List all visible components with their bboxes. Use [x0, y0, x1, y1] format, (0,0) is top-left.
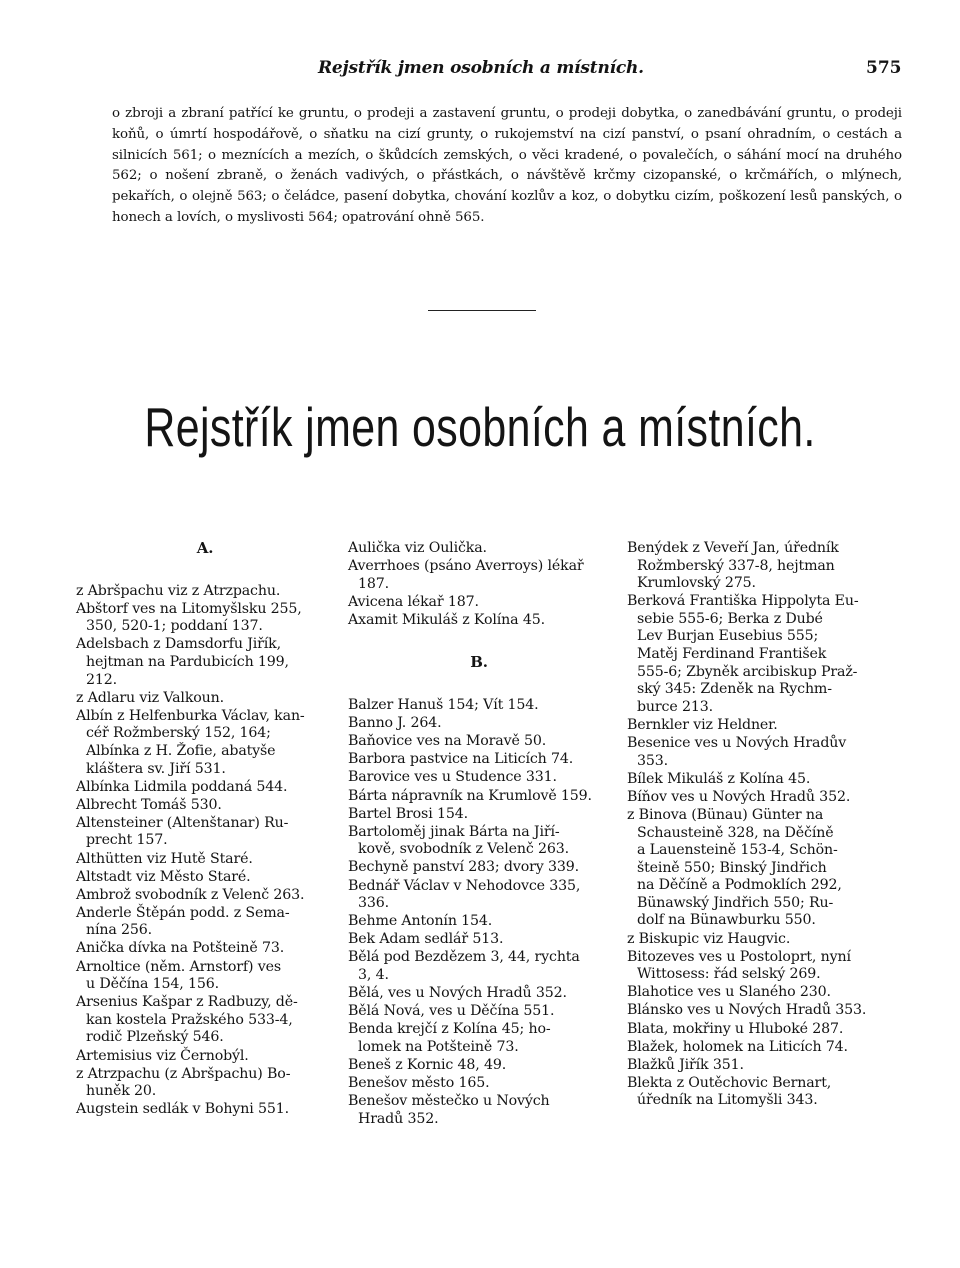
index-entry-line: Albínka z H. Žofie, abatyše — [86, 742, 276, 759]
index-entry-line: a Lauensteině 153-4, Schön- — [637, 842, 838, 859]
index-entry-line: Benešov město 165. — [348, 1075, 490, 1092]
index-entry — [348, 913, 610, 931]
index-entry — [627, 593, 899, 716]
index-entry — [348, 1003, 610, 1021]
index-entry-line: sebie 555-6; Berka z Dubé — [637, 610, 823, 627]
index-entry-line: Arsenius Kašpar z Radbuzy, dě- — [76, 994, 298, 1011]
index-entry — [627, 1039, 899, 1057]
index-entry-line: Bíňov ves u Nových Hradů 352. — [627, 788, 851, 805]
index-entry-line: Averrhoes (psáno Averroys) lékař — [348, 558, 584, 575]
index-entry-line: precht 157. — [86, 832, 168, 849]
index-entry-line: Artemisius viz Černobýl. — [76, 1047, 249, 1064]
index-entry-line: céř Rožmberský 152, 164; — [86, 725, 271, 742]
index-entry-line: huněk 20. — [86, 1083, 157, 1100]
index-entry-line: Blánsko ves u Nových Hradů 353. — [627, 1002, 867, 1019]
index-entry — [348, 612, 610, 630]
index-entry-line: z Binova (Bünau) Günter na — [627, 806, 824, 823]
index-heading: Rejstřík jmen osobních a místních. — [144, 396, 816, 458]
index-entry-line: Rožmberský 337-8, hejtman — [637, 557, 835, 574]
index-entry — [348, 1093, 610, 1128]
index-entry — [627, 984, 899, 1002]
index-entry-line: Abštorf ves na Litomyšlsku 255, — [76, 600, 302, 617]
index-entry-line: Blažek, holomek na Liticích 74. — [627, 1038, 848, 1055]
index-entry-line: Behme Antonín 154. — [348, 913, 493, 930]
index-entry-line: Bělá pod Bezdězem 3, 44, rychta — [348, 949, 580, 966]
index-entry-line: rodič Plzeňský 546. — [86, 1029, 224, 1046]
index-entry-line: kláštera sv. Jiří 531. — [86, 760, 226, 777]
index-entry-line: Schausteině 328, na Děčíně — [637, 824, 834, 841]
index-entry-line: ský 345: Zdeněk na Rychm- — [637, 681, 832, 698]
index-entry — [348, 733, 610, 751]
page-header — [0, 58, 960, 82]
index-entry-line: kově, svobodník z Velenč 263. — [358, 841, 569, 858]
index-entry-line: Barbora pastvice na Liticích 74. — [348, 751, 574, 768]
index-entry — [627, 771, 899, 789]
index-entry — [348, 878, 610, 913]
index-entry-line: Bünawský Jindřich 550; Ru- — [637, 894, 834, 911]
index-entry — [76, 815, 334, 850]
index-entry — [76, 1048, 334, 1066]
index-entry-line: Altensteiner (Altenštanar) Ru- — [76, 814, 289, 831]
index-entry-line: Albrecht Tomáš 530. — [76, 796, 222, 813]
index-entry — [76, 708, 334, 778]
index-entry-line: Bednář Václav v Nehodovce 335, — [348, 877, 581, 894]
index-entry — [627, 949, 899, 984]
index-entry-line: Blekta z Outěchovic Bernart, — [627, 1074, 832, 1091]
index-entry — [348, 715, 610, 733]
page-number: 575 — [866, 58, 902, 78]
index-entry — [348, 558, 610, 593]
index-entry — [627, 540, 899, 593]
index-entry — [76, 887, 334, 905]
index-entry-line: Bárta nápravník na Krumlově 159. — [348, 787, 592, 804]
index-entry — [348, 949, 610, 984]
index-entry-line: 187. — [358, 575, 389, 592]
index-entry-line: Krumlovský 275. — [637, 575, 756, 592]
index-entry — [348, 788, 610, 806]
index-entry — [76, 851, 334, 869]
index-entry-line: Benda krejčí z Kolína 45; ho- — [348, 1021, 551, 1038]
index-entry-line: lomek na Potšteině 73. — [358, 1038, 519, 1055]
index-entry-line: Benýdek z Veveří Jan, úředník — [627, 540, 839, 556]
index-entry — [627, 931, 899, 949]
index-entry-line: Augstein sedlák v Bohyni 551. — [76, 1101, 289, 1118]
index-entry-line: Axamit Mikuláš z Kolína 45. — [348, 611, 545, 628]
letter-heading: B. — [470, 653, 488, 672]
index-entry-line: Balzer Hanuš 154; Vít 154. — [348, 697, 539, 714]
index-entry — [76, 797, 334, 815]
index-entry — [76, 779, 334, 797]
index-entry — [627, 789, 899, 807]
intro-paragraph: o zbroji a zbraní patřící ke gruntu, o prodeji a zastavení gruntu, o prodeji dobytka, o zanedbávání gruntu, o prodeji koňů, o úmrtí hospodářově, o sňatku na cizí grunty, o rukojemství na cizí panství, o psaní ohradním, o cestách a silnicích 561; o meznících a mezích, o škůdcích zemských, o věci kradené, o povalečích, o sáhání mocí na druhého 562; o nošení zbraně, o ženách vadivých, o přástkách, o návštěvě krčmy cizopanské, o krčmářích, o mlýnech, pekařích, o olejně 563; o čeládce, pasení dobytka, chování kozlův a koz, o dobytku cizím, poškození lesů panských, o honech a lovích, o myslivosti 564; opatrování ohně 565. — [112, 106, 902, 225]
section-divider — [428, 310, 536, 311]
index-entry-line: Albínka Lidmila poddaná 544. — [76, 778, 288, 795]
index-entry — [76, 940, 334, 958]
index-entry-line: Anička dívka na Potšteině 73. — [76, 940, 285, 957]
index-entry — [348, 859, 610, 877]
index-entry — [348, 1021, 610, 1056]
index-entry-line: Ambrož svobodník z Velenč 263. — [76, 886, 305, 903]
index-entry — [348, 806, 610, 824]
index-entry-line: z Adlaru viz Valkoun. — [76, 689, 224, 706]
index-entry — [76, 905, 334, 940]
index-entry-line: Beneš z Kornic 48, 49. — [348, 1056, 507, 1073]
index-entry — [348, 540, 610, 558]
index-entry-line: 336. — [358, 895, 389, 912]
index-entry-line: 3, 4. — [358, 966, 389, 983]
index-entry — [627, 735, 899, 770]
index-entry — [627, 717, 899, 735]
index-entry-line: Matěj Ferdinand František — [637, 646, 827, 663]
index-entry-line: z Abršpachu viz z Atrzpachu. — [76, 582, 281, 599]
index-entry-line: šteině 550; Binský Jindřich — [637, 859, 827, 876]
index-column-2 — [348, 540, 610, 1129]
index-column-3 — [627, 540, 899, 1111]
index-entry — [348, 1075, 610, 1093]
index-entry-line: hejtman na Pardubicích 199, — [86, 653, 289, 670]
index-entry-line: Bartoloměj jinak Bárta na Jiří- — [348, 823, 560, 840]
index-entry-line: Adelsbach z Damsdorfu Jiřík, — [76, 636, 281, 653]
index-entry-line: Lev Burjan Eusebius 555; — [637, 628, 819, 645]
index-column-1 — [76, 540, 334, 1119]
index-entry-line: u Děčína 154, 156. — [86, 976, 219, 993]
index-entry-line: Bechyně panství 283; dvory 339. — [348, 859, 579, 876]
index-entry-line: z Atrzpachu (z Abršpachu) Bo- — [76, 1065, 291, 1082]
index-entry-line: z Biskupic viz Haugvic. — [627, 930, 791, 947]
index-entry — [348, 985, 610, 1003]
index-entry-line: Althütten viz Hutě Staré. — [76, 850, 253, 867]
index-entry — [76, 601, 334, 636]
index-entry — [627, 807, 899, 930]
index-entry — [76, 1066, 334, 1101]
index-entry-line: Aulička viz Oulička. — [348, 540, 487, 556]
index-entry-line: Bartel Brosi 154. — [348, 805, 468, 822]
index-entry-line: Bernkler viz Heldner. — [627, 716, 778, 733]
index-entry — [348, 1057, 610, 1075]
index-entry-line: Wittosess: řád selský 269. — [637, 966, 821, 983]
index-entry-line: Banno J. 264. — [348, 715, 442, 732]
index-entry — [627, 1075, 899, 1110]
index-entry-line: kan kostela Pražského 533-4, — [86, 1011, 293, 1028]
index-entry-line: Bílek Mikuláš z Kolína 45. — [627, 770, 811, 787]
index-entry — [76, 994, 334, 1047]
index-entry — [76, 959, 334, 994]
index-entry-line: Hradů 352. — [358, 1110, 439, 1127]
index-entry-line: Blažků Jiřík 351. — [627, 1056, 744, 1073]
running-title: Rejstřík jmen osobních a místních. — [318, 58, 644, 78]
index-entry-line: úředník na Litomyšli 343. — [637, 1092, 818, 1109]
index-entry — [348, 594, 610, 612]
index-entry-line: nína 256. — [86, 922, 153, 939]
index-entry-line: Blahotice ves u Slaného 230. — [627, 984, 831, 1001]
index-entry-line: Blata, mokřiny u Hluboké 287. — [627, 1020, 844, 1037]
index-entry — [76, 690, 334, 708]
index-entry — [76, 1101, 334, 1119]
index-entry — [348, 697, 610, 715]
index-entry-line: Berková Františka Hippolyta Eu- — [627, 593, 859, 610]
index-entry — [348, 769, 610, 787]
index-entry-line: Besenice ves u Nových Hradův — [627, 735, 847, 752]
index-entry-line: Barovice ves u Studence 331. — [348, 769, 557, 786]
index-entry — [76, 869, 334, 887]
index-entry-line: 350, 520-1; poddaní 137. — [86, 618, 263, 635]
index-entry — [627, 1002, 899, 1020]
index-entry — [76, 583, 334, 601]
index-entry-line: na Děčíně a Podmoklích 292, — [637, 877, 842, 894]
index-entry — [348, 824, 610, 859]
index-entry-line: Bitozeves ves u Postoloprt, nyní — [627, 948, 851, 965]
index-entry — [627, 1021, 899, 1039]
index-entry-line: Avicena lékař 187. — [348, 593, 479, 610]
index-entry-line: Bělá, ves u Nových Hradů 352. — [348, 985, 567, 1002]
index-entry — [348, 751, 610, 769]
index-entry-line: Bělá Nová, ves u Děčína 551. — [348, 1003, 555, 1020]
letter-heading: A. — [196, 539, 214, 557]
index-entry — [627, 1057, 899, 1075]
index-entry-line: dolf na Bünawburku 550. — [637, 912, 816, 929]
index-entry — [348, 931, 610, 949]
index-entry-line: burce 213. — [637, 698, 713, 715]
index-entry — [76, 636, 334, 689]
index-entry-line: Altstadt viz Město Staré. — [76, 868, 251, 885]
index-entry-line: Baňovice ves na Moravě 50. — [348, 733, 547, 750]
index-entry-line: 555-6; Zbyněk arcibiskup Praž- — [637, 663, 858, 680]
index-entry-line: Bek Adam sedlář 513. — [348, 931, 504, 948]
index-entry-line: Arnoltice (něm. Arnstorf) ves — [76, 958, 281, 975]
index-entry-line: 353. — [637, 752, 668, 769]
index-entry-line: 212. — [86, 671, 117, 688]
index-entry-line: Benešov městečko u Nových — [348, 1093, 550, 1110]
index-entry-line: Albín z Helfenburka Václav, kan- — [76, 707, 305, 724]
index-entry-line: Anderle Štěpán podd. z Sema- — [76, 904, 290, 921]
